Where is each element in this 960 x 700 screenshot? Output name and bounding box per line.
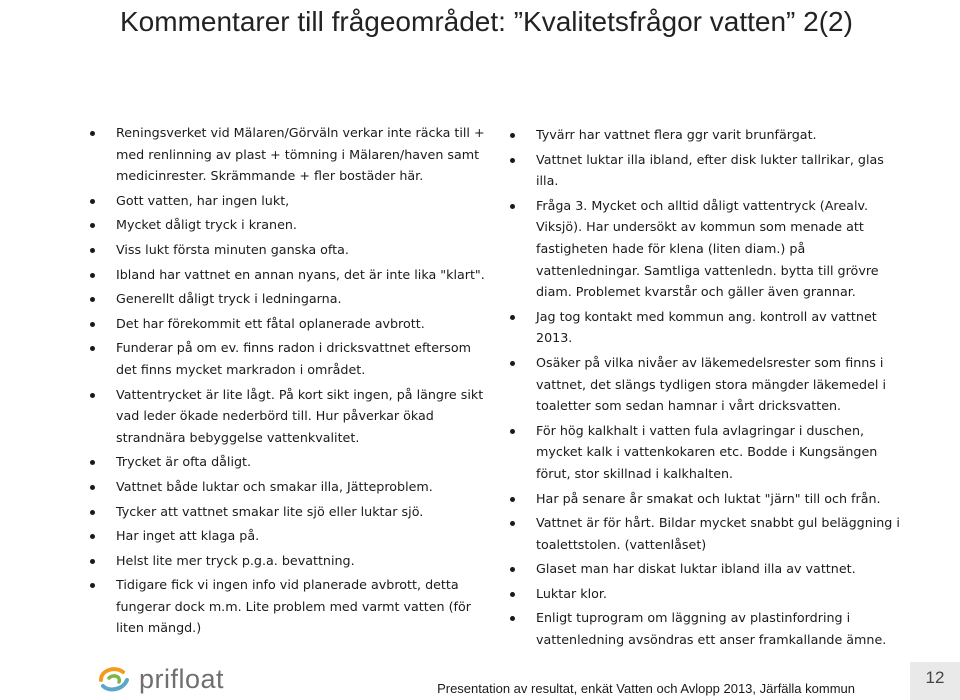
comment-text: Tycker att vattnet smakar lite sjö eller luktar sjö. <box>116 503 424 519</box>
bullet-dot <box>90 393 95 398</box>
comment-text: Reningsverket vid Mälaren/Görväln verkar inte räcka till + med renlinning av plast + tömning i Mälaren/haven samt medicinrester. Skrämmande + fler bostäder här. <box>116 125 485 184</box>
comment-text: Viss lukt första minuten ganska ofta. <box>116 241 349 257</box>
bullet-dot <box>510 361 515 366</box>
bullet-dot <box>510 204 515 209</box>
bullet-dot <box>90 199 95 204</box>
bullet-dot <box>90 131 95 136</box>
comment-item <box>90 574 490 639</box>
page-number: 12 <box>925 668 945 687</box>
comment-text: Generellt dåligt tryck i ledningarna. <box>116 291 342 307</box>
comment-text: Funderar på om ev. finns radon i dricksvattnet eftersom det finns mycket markradon i området. <box>116 340 471 377</box>
comment-text: Fråga 3. Mycket och alltid dåligt vattentryck (Arealv. Viksjö). Har undersökt av kommun som menade att fastigheten hade för klena (liten diam.) på vattenledningar. Samtliga vattenledn. bytta till grövre diam. Problemet kvarstår och gäller även grannar. <box>536 197 879 300</box>
bullet-dot <box>90 322 95 327</box>
comment-text: Vattentrycket är lite lågt. På kort sikt ingen, på längre sikt vad leder ökade nederbörd till. Hur påverkar ökad strandnära bebyggelse vattenkvalitet. <box>116 386 484 445</box>
comment-item <box>510 420 905 485</box>
bullet-dot <box>510 133 515 138</box>
bullet-dot <box>510 592 515 597</box>
comment-text: Tyvärr har vattnet flera ggr varit brunfärgat. <box>536 127 817 142</box>
bullet-dot <box>90 460 95 465</box>
comment-item <box>90 313 490 335</box>
comment-item <box>90 122 490 187</box>
bullet-dot <box>510 429 515 434</box>
comment-item <box>510 124 905 146</box>
comment-item <box>90 550 490 572</box>
comment-text: Ibland har vattnet en annan nyans, det är inte lika "klart". <box>116 266 485 282</box>
comment-item <box>90 288 490 310</box>
comment-text: Tidigare fick vi ingen info vid planerade avbrott, detta fungerar dock m.m. Lite problem med varmt vatten (för liten mängd.) <box>116 577 471 636</box>
comment-text: Gott vatten, har ingen lukt, <box>116 192 290 208</box>
comment-item <box>510 512 905 555</box>
comment-text: Vattnet är för hårt. Bildar mycket snabbt gul beläggning i toalettstolen. (vattenlåset) <box>536 515 900 552</box>
comment-text: För hög kalkhalt i vatten fula avlagringar i duschen, mycket kalk i vattenkokaren etc. Bodde i Kungsängen förut, stor skillnad i kalkhalten. <box>536 422 878 481</box>
comment-text: Mycket dåligt tryck i kranen. <box>116 217 297 233</box>
bullet-dot <box>90 223 95 228</box>
left-comment-list <box>90 122 490 642</box>
bullet-dot <box>90 534 95 539</box>
slide-title: Kommentarer till frågeområdet: ”Kvalitetsfrågor vatten” 2(2) <box>120 6 853 37</box>
bullet-dot <box>90 248 95 253</box>
comment-item <box>90 525 490 547</box>
bullet-dot <box>510 616 515 621</box>
comment-item <box>90 190 490 212</box>
comment-text: Trycket är ofta dåligt. <box>116 454 252 470</box>
comment-item <box>510 195 905 303</box>
comment-text: Har på senare år smakat och luktat "järn" till och från. <box>536 490 881 506</box>
logo-wordmark: prifloat <box>139 663 225 694</box>
comment-item <box>510 488 905 510</box>
bullet-dot <box>90 510 95 515</box>
comment-item <box>90 239 490 261</box>
bullet-dot <box>510 521 515 526</box>
right-comment-list <box>510 124 905 654</box>
comment-item <box>510 607 905 650</box>
comment-text: Enligt tuprogram om läggning av plastinfordring i vattenledning avsöndras ett anser framkallande ämne. <box>536 610 887 648</box>
bullet-dot <box>90 297 95 302</box>
bullet-dot <box>90 583 95 588</box>
comment-item <box>510 149 905 192</box>
comment-item <box>510 558 905 580</box>
comment-item <box>510 306 905 349</box>
comment-item <box>90 337 490 380</box>
comment-item <box>510 583 905 605</box>
comment-text: Har inget att klaga på. <box>116 528 260 544</box>
bullet-dot <box>90 559 95 564</box>
comment-item <box>90 384 490 449</box>
comment-text: Glaset man har diskat luktar ibland illa av vattnet. <box>536 561 856 577</box>
bullet-dot <box>90 273 95 278</box>
comment-text: Luktar klor. <box>536 585 607 601</box>
bullet-dot <box>510 567 515 572</box>
comment-item <box>90 501 490 523</box>
comment-item <box>510 352 905 417</box>
comment-item <box>90 214 490 236</box>
comment-text: Osäker på vilka nivåer av läkemedelsrester som finns i vattnet, det slängs tydligen stora mängder läkemedel i toaletter som sedan hamnar i vårt dricksvatten. <box>536 354 886 414</box>
footer-text: Presentation av resultat, enkät Vatten och Avlopp 2013, Järfälla kommun <box>437 681 855 696</box>
page-number-badge <box>910 662 960 700</box>
comment-item <box>90 264 490 286</box>
bullet-dot <box>90 346 95 351</box>
comment-item <box>90 451 490 473</box>
comment-text: Jag tog kontakt med kommun ang. kontroll av vattnet 2013. <box>536 308 877 346</box>
bullet-dot <box>510 315 515 320</box>
comment-text: Helst lite mer tryck p.g.a. bevattning. <box>116 552 355 568</box>
comment-item <box>90 476 490 498</box>
bullet-dot <box>90 485 95 490</box>
bullet-dot <box>510 158 515 163</box>
prifloat-logo <box>95 663 224 695</box>
prifloat-swirl-logo-icon <box>95 664 135 694</box>
comment-text: Vattnet både luktar och smakar illa, Jätteproblem. <box>116 478 433 494</box>
bullet-dot <box>510 497 515 502</box>
comment-text: Det har förekommit ett fåtal oplanerade avbrott. <box>116 315 425 331</box>
comment-text: Vattnet luktar illa ibland, efter disk lukter tallrikar, glas illa. <box>536 151 884 189</box>
